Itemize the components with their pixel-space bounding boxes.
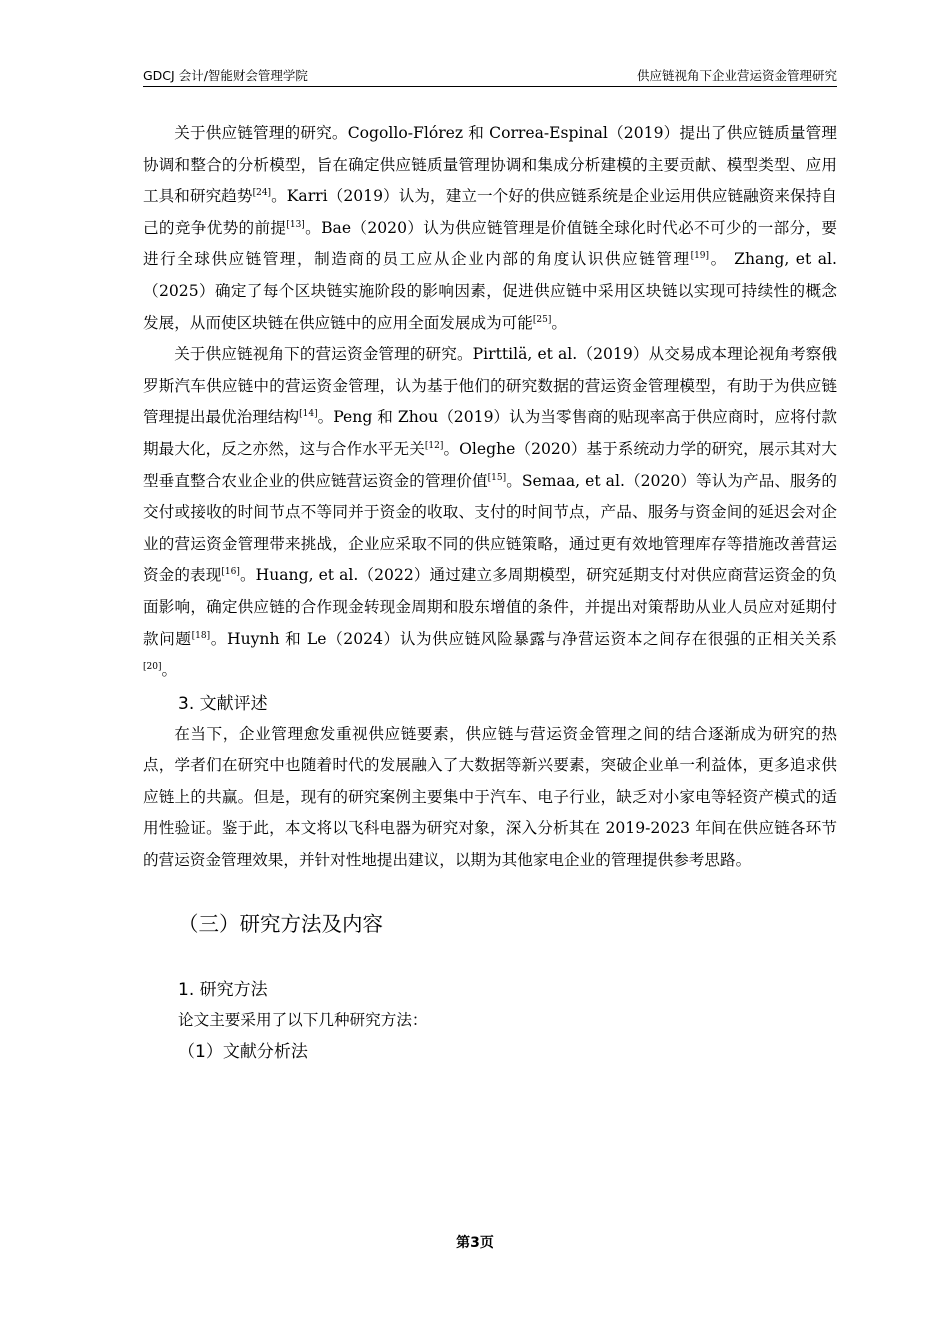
header-thesis-title: 供应链视角下企业营运资金管理研究 <box>636 68 837 83</box>
citation: [13] <box>286 219 305 230</box>
heading-research-methods-content: （三）研究方法及内容 <box>178 911 383 936</box>
heading-literature-review: 3. 文献评述 <box>178 693 268 714</box>
methods-intro: 论文主要采用了以下几种研究方法： <box>178 1010 428 1029</box>
citation: [12] <box>424 440 444 451</box>
citation: [16] <box>221 567 240 578</box>
citation: [15] <box>487 472 507 483</box>
citation: [25] <box>532 314 552 325</box>
paragraph-literature-summary: 在当下，企业管理愈发重视供应链要素，供应链与营运资金管理之间的结合逐渐成为研究的热点，学者们在研究中也随着时代的发展融入了大数据等新兴要素，突破企业单一利益体，更多追求供应链上的共赢。但是，现有的研究案例主要集中于汽车、电子行业，缺乏对小家电等轻资产模式的适用性验证。鉴于此，本文将以飞科电器为研究对象，深入分析其在 2019-2023 年间在供应链各环节的营运资金管理效果，并针对性地提出建议，以期为其他家电企业的管理提供参考思路。 <box>143 724 837 870</box>
heading-research-methods: 1. 研究方法 <box>178 979 268 1000</box>
citation: [20] <box>143 662 162 673</box>
heading-literature-analysis: （1）文献分析法 <box>178 1041 308 1062</box>
citation: [19] <box>690 251 710 262</box>
page-header <box>143 62 837 87</box>
citation: [24] <box>252 188 272 199</box>
header-institution: GDCJ 会计/智能财会管理学院 <box>143 68 308 83</box>
page-number: 第3页 <box>456 1235 494 1251</box>
paragraph-working-capital-review: 关于供应链视角下的营运资金管理的研究。Pirttilä, et al.（2019）从交易成本理论视角考察俄罗斯汽车供应链中的营运资金管理，认为基于他们的研究数据的营运资金管理模型，有助于为供应链管理提出最优治理结构[14]。Peng 和 Zhou（2019）认为当零售商的贴现率高于供应商时，应将付款期最大化，反之亦然，这与合作水平无关[12]。Oleghe（2020）基于系统动力学的研究，展示其对大型垂直整合农业企业的供应链营运资金的管理价值[15]。Semaa, et al.（2020）等认为产品、服务的交付或接收的时间节点不等同并于资金的收取、支付的时间节点，产品、服务与资金间的延迟会对企业的营运资金管理带来挑战，企业应采取不同的供应链策略，通过更有效地管理库存等措施改善营运资金的表现[16]。Huang, et al.（2022）通过建立多周期模型，研究延期支付对供应商营运资金的负面影响，确定供应链的合作现金转现金周期和股东增值的条件，并提出对策帮助从业人员应对延期付款问题[18]。Huynh 和 Le（2024）认为供应链风险暴露与净营运资本之间存在很强的正相关关系[20]。 <box>143 345 837 680</box>
citation: [14] <box>299 409 318 420</box>
page-content <box>143 118 837 1067</box>
paragraph-supply-chain-review: 关于供应链管理的研究。Cogollo-Flórez 和 Correa-Espinal（2019）提出了供应链质量管理协调和整合的分析模型，旨在确定供应链质量管理协调和集成分析建模的主要贡献、模型类型、应用工具和研究趋势[24]。Karri（2019）认为，建立一个好的供应链系统是企业运用供应链融资来保持自己的竞争优势的前提[13]。Bae（2020）认为供应链管理是价值链全球化时代必不可少的一部分，要进行全球供应链管理，制造商的员工应从企业内部的角度认识供应链管理[19]。 Zhang, et al.（2025）确定了每个区块链实施阶段的影响因素，促进供应链中采用区块链以实现可持续性的概念发展，从而使区块链在供应链中的应用全面发展成为可能[25]。 <box>143 124 837 332</box>
citation: [18] <box>191 630 211 641</box>
